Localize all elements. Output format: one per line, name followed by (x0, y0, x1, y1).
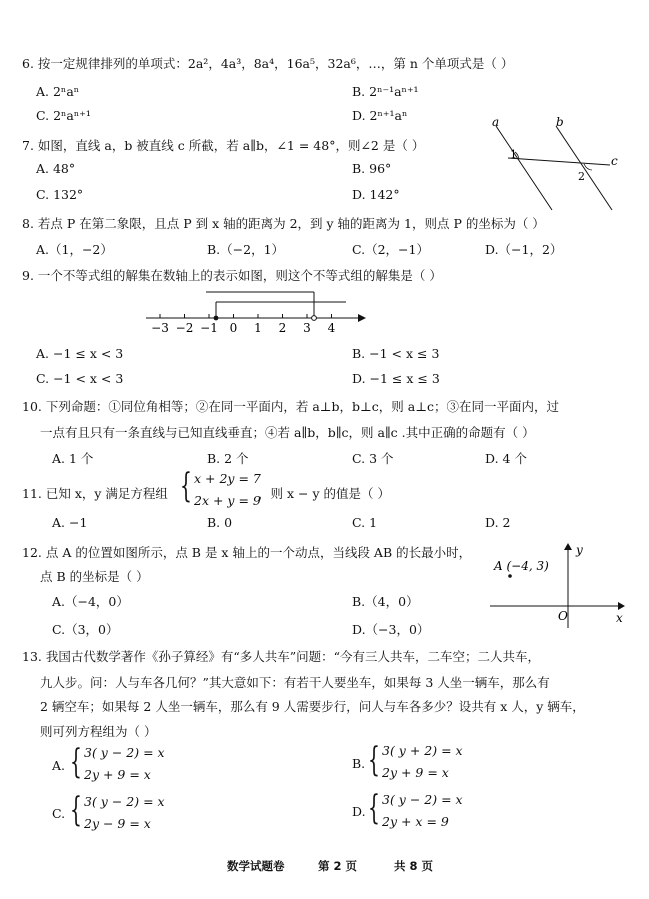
option-a-label: A. (52, 758, 66, 773)
number-line-tick-label: 0 (229, 321, 238, 335)
number-line-tick-label: 4 (327, 321, 336, 335)
question-10-option-a[interactable]: A. 1 个 (52, 451, 94, 466)
line-b (556, 126, 612, 210)
question-11-option-a[interactable]: A. −1 (52, 515, 88, 530)
question-12-option-d[interactable]: D.（−3，0） (352, 622, 430, 637)
question-11-prefix: 11. 已知 x，y 满足方程组 (22, 486, 168, 501)
question-7-figure (486, 112, 626, 212)
question-12-option-a[interactable]: A.（−4，0） (52, 594, 129, 609)
option-b-eq1: 3( y + 2) = x (382, 743, 463, 758)
question-9-option-c[interactable]: C. −1 < x < 3 (36, 371, 124, 386)
origin-label: O (558, 609, 568, 623)
question-9-option-d[interactable]: D. −1 ≤ x ≤ 3 (352, 371, 440, 386)
question-10-line-1: 10. 下列命题：①同位角相等；②在同一平面内，若 a⊥b，b⊥c，则 a⊥c；③在同一平面内，过 (22, 399, 559, 414)
question-7-stem: 7. 如图，直线 a，b 被直线 c 所截，若 a∥b，∠1 = 48°，则∠2 是（ ） (22, 138, 425, 153)
question-11-option-d[interactable]: D. 2 (485, 515, 511, 530)
option-d-eq2: 2y + x = 9 (382, 814, 449, 829)
question-13-line-1: 13. 我国古代数学著作《孙子算经》有“多人共车”问题：“今有三人共车，二车空；二人共车， (22, 649, 541, 664)
option-a-eq1: 3( y − 2) = x (84, 745, 165, 760)
question-11-option-c[interactable]: C. 1 (352, 515, 378, 530)
label-b: b (556, 115, 564, 129)
angle-2-label: 2 (578, 170, 585, 183)
equation-1: x + 2y = 7 (194, 471, 261, 486)
question-10-option-c[interactable]: C. 3 个 (352, 451, 394, 466)
question-6-option-b[interactable]: B. 2ⁿ⁻¹aⁿ⁺¹ (352, 84, 419, 99)
angle-1-label: 1 (510, 148, 517, 161)
question-9-option-b[interactable]: B. −1 < x ≤ 3 (352, 346, 440, 361)
question-8-option-b[interactable]: B.（−2，1） (207, 242, 285, 257)
point-a-label: A (−4, 3) (494, 559, 549, 573)
footer-page: 第 2 页 (318, 859, 358, 873)
question-12-option-c[interactable]: C.（3，0） (52, 622, 119, 637)
option-c-label: C. (52, 806, 66, 821)
question-6-option-d[interactable]: D. 2ⁿ⁺¹aⁿ (352, 108, 408, 123)
question-8-option-d[interactable]: D.（−1，2） (485, 242, 563, 257)
question-6-stem: 6. 按一定规律排列的单项式：2a²，4a³，8a⁴，16a⁵，32a⁶，…，第 n 个单项式是（ ） (22, 56, 514, 71)
open-point (312, 316, 317, 321)
question-11-option-b[interactable]: B. 0 (207, 515, 233, 530)
number-line-tick-label: −3 (151, 321, 169, 335)
footer-total: 共 8 页 (394, 859, 434, 873)
option-c-eq1: 3( y − 2) = x (84, 794, 165, 809)
question-7-option-d[interactable]: D. 142° (352, 187, 400, 202)
line-a (496, 126, 552, 210)
question-7-option-a[interactable]: A. 48° (36, 161, 76, 176)
option-b-eq2: 2y + 9 = x (382, 765, 449, 780)
y-axis-label: y (576, 543, 583, 557)
question-8-option-a[interactable]: A.（1，−2） (36, 242, 113, 257)
line-c (508, 158, 610, 165)
question-9-option-a[interactable]: A. −1 ≤ x < 3 (36, 346, 124, 361)
question-7-option-c[interactable]: C. 132° (36, 187, 84, 202)
closed-point (214, 316, 219, 321)
question-12-line-1: 12. 点 A 的位置如图所示，点 B 是 x 轴上的一个动点，当线段 AB 的长最小时， (22, 545, 472, 560)
question-13-line-2: 九人步。问：人与车各几何？”其大意如下：有若干人要坐车，如果每 3 人坐一辆车，那么有 (40, 675, 550, 690)
option-d-brace: { (368, 788, 380, 828)
question-8-stem: 8. 若点 P 在第二象限，且点 P 到 x 轴的距离为 2，到 y 轴的距离为 1，则点 P 的坐标为（ ） (22, 216, 545, 231)
number-line-tick-label: 3 (303, 321, 311, 335)
question-12-figure (486, 540, 626, 630)
question-8-option-c[interactable]: C.（2，−1） (352, 242, 429, 257)
option-a-eq2: 2y + 9 = x (84, 767, 151, 782)
option-b-brace: { (368, 740, 380, 780)
question-13-line-3: 2 辆空车；如果每 2 人坐一辆车，那么有 9 人需要步行，问人与车各多少？设共有 x 人，y 辆车， (40, 699, 585, 714)
equation-system-brace: { (180, 466, 192, 506)
option-d-eq1: 3( y − 2) = x (382, 792, 463, 807)
option-b-label: B. (352, 756, 366, 771)
point-a (508, 574, 512, 578)
number-line-tick-label: 2 (278, 321, 287, 335)
question-6-option-c[interactable]: C. 2ⁿaⁿ⁺¹ (36, 108, 91, 123)
x-axis-label: x (616, 611, 623, 625)
question-6-option-a[interactable]: A. 2ⁿaⁿ (36, 84, 80, 99)
option-d-label: D. (352, 804, 366, 819)
question-13-line-4: 则可列方程组为（ ） (40, 724, 157, 739)
number-line-tick-label: −2 (175, 321, 194, 335)
option-c-brace: { (70, 790, 82, 830)
number-line-figure (140, 286, 370, 336)
equation-2: 2x + y = 9 (194, 493, 261, 508)
question-11-suffix: ，则 x − y 的值是（ ） (258, 486, 390, 501)
label-c: c (611, 154, 618, 168)
question-12-line-2: 点 B 的坐标是（ ） (40, 569, 149, 584)
option-a-brace: { (70, 742, 82, 782)
question-10-line-2: 一点有且只有一条直线与已知直线垂直；④若 a∥b，b∥c，则 a∥c .其中正确的命题有（ ） (40, 425, 535, 440)
label-a: a (492, 115, 500, 129)
question-7-option-b[interactable]: B. 96° (352, 161, 392, 176)
number-line-tick-label: 1 (254, 321, 262, 335)
option-c-eq2: 2y − 9 = x (84, 816, 151, 831)
question-10-option-b[interactable]: B. 2 个 (207, 451, 249, 466)
question-10-option-d[interactable]: D. 4 个 (485, 451, 527, 466)
question-9-stem: 9. 一个不等式组的解集在数轴上的表示如图，则这个不等式组的解集是（ ） (22, 268, 442, 283)
number-line-tick-label: −1 (200, 321, 218, 335)
footer-title: 数学试题卷 (227, 859, 285, 873)
question-12-option-b[interactable]: B.（4，0） (352, 594, 419, 609)
